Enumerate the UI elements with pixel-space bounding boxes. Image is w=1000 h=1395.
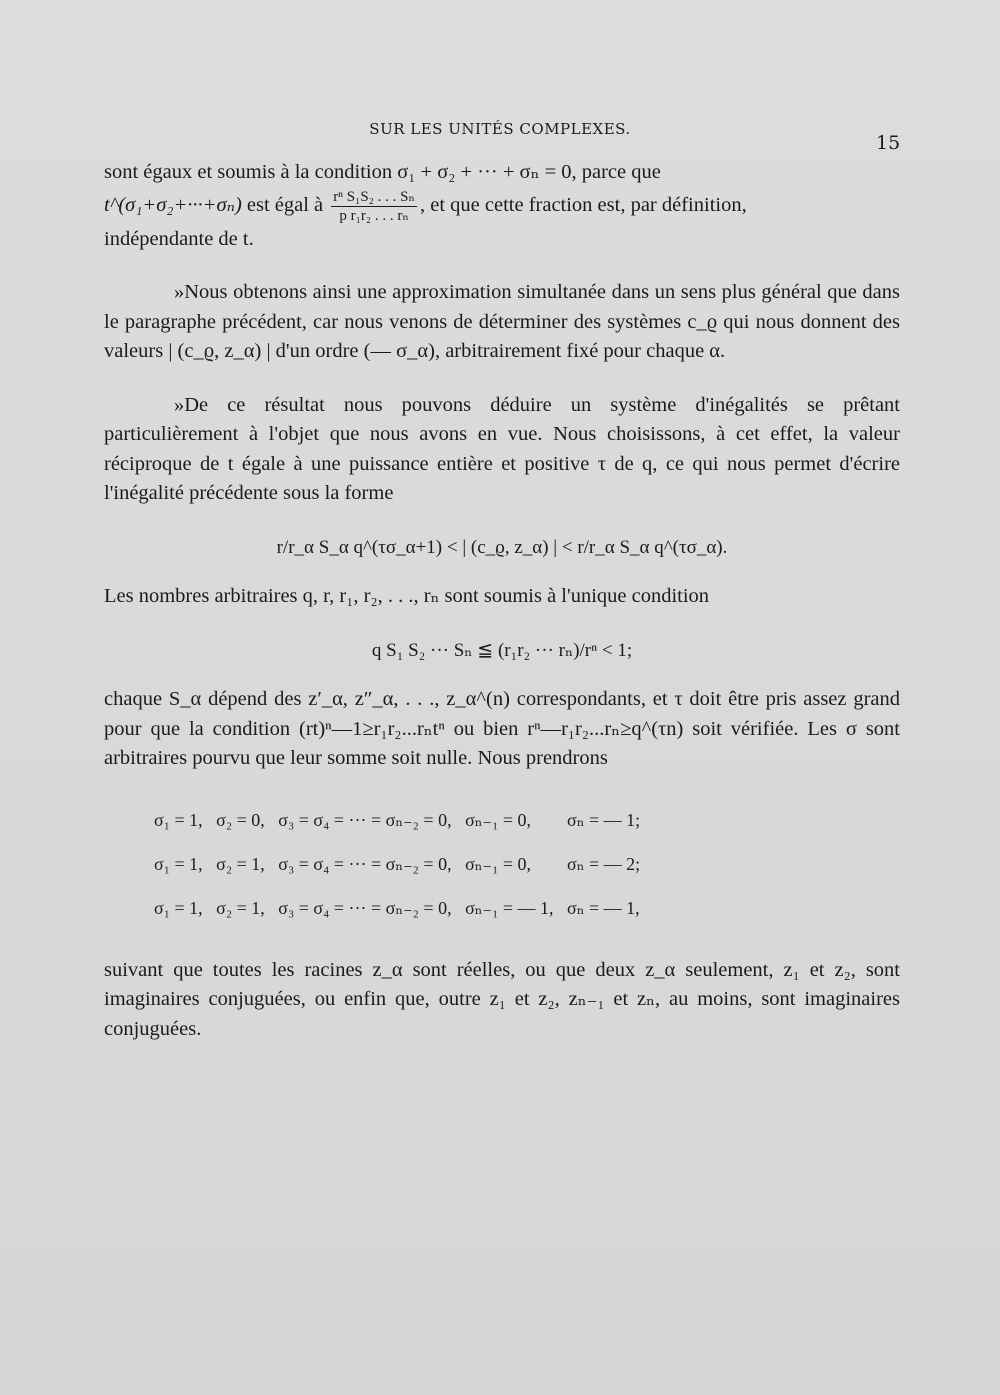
paragraph-1	[104, 158, 900, 254]
paragraph-3: »De ce résultat nous pouvons déduire un système d'inégalités se prêtant particulièrement à l'objet que nous avons en vue. Nous choisissons, à cet effet, la valeur réciproque de t égale à une puissance entière et positive τ de q, ce qui nous permet d'écrire l'inégalité précédente sous la forme	[104, 393, 900, 504]
fraction-denominator: p r₁r₂ . . . rₙ	[339, 207, 409, 224]
paragraph-2: »Nous obtenons ainsi une approximation simultanée dans un sens plus général que dans le paragraphe précédent, car nous venons de déterminer des systèmes c_ϱ qui nous donnent des valeurs | (c_ϱ, z_α) | d'un ordre (— σ_α), arbitrairement fixé pour chaque α.	[104, 281, 900, 362]
sigma-row-2: σ₁ = 1, σ₂ = 1, σ₃ = σ₄ = ··· = σₙ₋₂ = 0, σₙ₋₁ = 0, σₙ = — 2;	[154, 853, 641, 874]
sigma-row-1: σ₁ = 1, σ₂ = 0, σ₃ = σ₄ = ··· = σₙ₋₂ = 0, σₙ₋₁ = 0, σₙ = — 1;	[154, 809, 641, 830]
paragraph-5: chaque S_α dépend des z′_α, z″_α, . . ., z_α^(n) correspondants, et τ doit être pris assez grand pour que la condition (rt)ⁿ—1≥r₁r₂...rₙtⁿ ou bien rⁿ—r₁r₂...rₙ≥q^(τn) soit vérifiée. Les σ sont arbitraires pourvu que leur somme soit nulle. Nous prendrons	[104, 688, 900, 769]
body-text	[104, 158, 900, 1068]
running-title: SUR LES UNITÉS COMPLEXES.	[369, 120, 631, 138]
p1-line-1: sont égaux et soumis à la condition σ₁ + σ₂ + ··· + σₙ = 0, parce que	[104, 161, 661, 183]
page-number: 15	[876, 132, 901, 154]
inequality-1: r/r_α S_α q^(τσ_α+1) < | (c_ϱ, z_α) | < r/r_α S_α q^(τσ_α).	[276, 536, 728, 558]
fraction	[331, 188, 417, 225]
sigma-equations	[154, 798, 900, 930]
t-power-expression: t^(σ₁+σ₂+···+σₙ)	[104, 193, 242, 216]
paragraph-4: Les nombres arbitraires q, r, r₁, r₂, . . ., rₙ sont soumis à l'unique condition	[104, 585, 710, 607]
sigma-row-3: σ₁ = 1, σ₂ = 1, σ₃ = σ₄ = ··· = σₙ₋₂ = 0, σₙ₋₁ = — 1, σₙ = — 1,	[154, 897, 640, 918]
p1-line-3: , et que cette fraction est, par définition,	[419, 193, 747, 216]
inequality-2: q S₁ S₂ ··· Sₙ ≦ (r₁r₂ ··· rₙ)/rⁿ < 1;	[371, 639, 633, 661]
paragraph-6: suivant que toutes les racines z_α sont réelles, ou que deux z_α seulement, z₁ et z₂, sont imaginaires conjuguées, ou enfin que, outre z₁ et z₂, zₙ₋₁ et zₙ, au moins, sont imaginaires conjuguées.	[104, 958, 900, 1040]
p1-line-4: indépendante de t.	[104, 227, 254, 250]
p1-line-2: est égal à	[246, 193, 324, 216]
fraction-numerator: rⁿ S₁S₂ . . . Sₙ	[333, 188, 415, 205]
